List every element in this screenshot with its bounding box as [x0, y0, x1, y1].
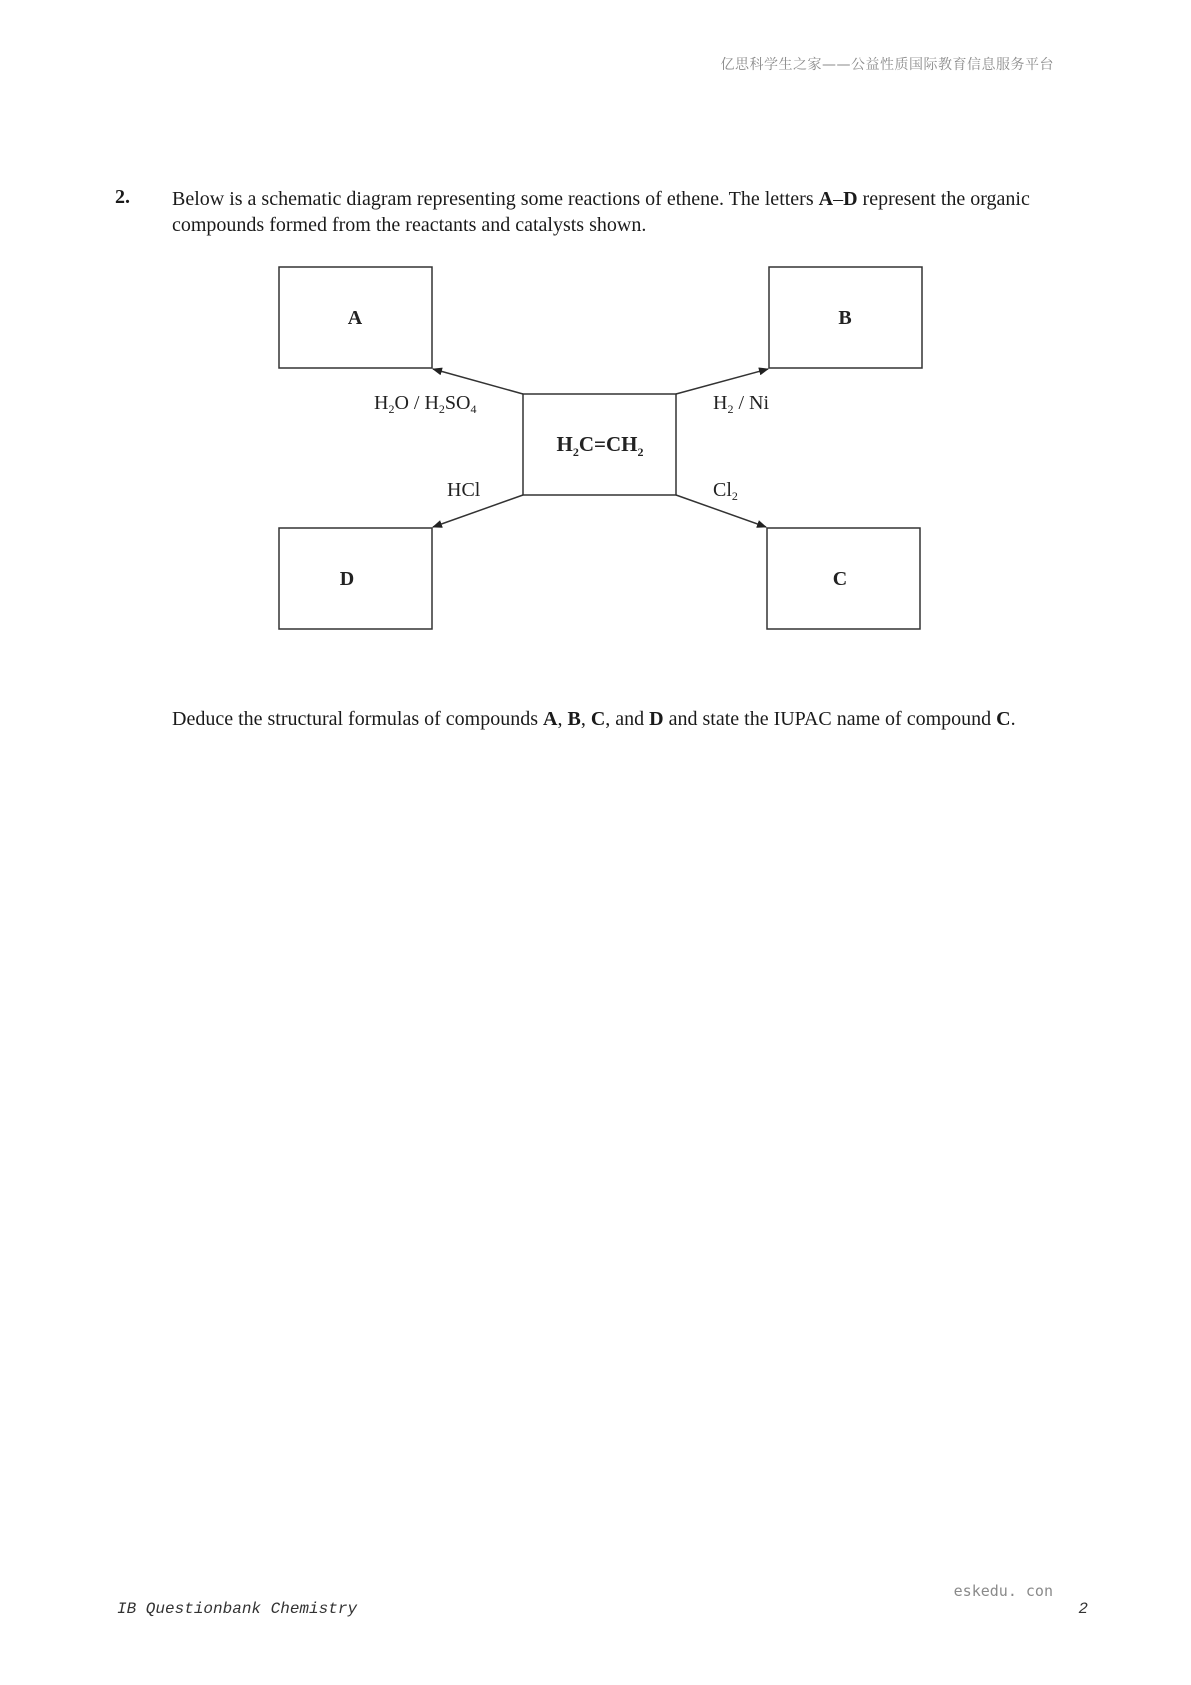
prompt-letter-c: C [590, 708, 606, 730]
box-d [279, 528, 432, 629]
ethene-mid: C=CH [578, 432, 638, 456]
ethene-sub: 2 [637, 445, 644, 459]
reagent-b-part: H [713, 392, 728, 414]
box-d-label: D [339, 568, 355, 590]
letter-d: D [843, 188, 858, 210]
reagent-a-sub: 2 [388, 402, 395, 416]
dash: – [833, 188, 844, 210]
question-prompt [172, 706, 1032, 732]
page-number: 2 [1078, 1600, 1088, 1618]
reagent-a-part: SO [444, 392, 471, 414]
footer-site: eskedu. con [953, 1582, 1053, 1600]
reagent-a-part: O / H [394, 392, 439, 414]
reagent-b-part: / Ni [733, 392, 770, 414]
box-a-label: A [347, 307, 363, 329]
ethene-formula [557, 432, 644, 459]
question-number: 2. [115, 186, 130, 208]
reagent-a-part: H [374, 392, 389, 414]
box-c-label: C [832, 568, 848, 590]
footer-title: IB Questionbank Chemistry [117, 1600, 358, 1618]
reagent-to-b [713, 392, 769, 416]
header-banner: 亿思科学生之家——公益性质国际教育信息服务平台 [720, 57, 1054, 73]
reagent-to-d: HCl [447, 479, 481, 501]
prompt-letter-c: C [996, 708, 1011, 730]
question-text-part: Below is a schematic diagram representing some reactions of ethene. The letters [172, 188, 819, 210]
prompt-sep: , and [605, 708, 650, 730]
reagent-c-part: Cl [713, 479, 732, 501]
reagent-a-sub: 2 [438, 402, 445, 416]
arrow-to-b [676, 369, 768, 394]
ethene-h: H [556, 432, 573, 456]
prompt-sep: , [580, 708, 591, 730]
box-b-label: B [838, 307, 852, 329]
reagent-b-sub: 2 [727, 402, 734, 416]
ethene-sub: 2 [572, 445, 579, 459]
prompt-part: and state the IUPAC name of compound [663, 708, 997, 730]
prompt-letter-d: D [649, 708, 664, 730]
prompt-letter-a: A [543, 708, 558, 730]
prompt-part: Deduce the structural formulas of compounds [172, 708, 544, 730]
reagent-to-a [374, 392, 476, 416]
reagent-a-sub: 4 [470, 402, 477, 416]
prompt-sep: , [557, 708, 568, 730]
question-text-part: represent the organic compounds formed from the reactants and catalysts shown. [172, 188, 1030, 236]
reaction-diagram [270, 262, 930, 632]
arrow-to-a [433, 369, 523, 394]
prompt-end: . [1010, 708, 1016, 730]
letter-a: A [818, 188, 834, 210]
reagent-to-c [713, 479, 738, 503]
prompt-letter-b: B [567, 708, 581, 730]
reagent-c-sub: 2 [731, 489, 738, 503]
question-text [172, 186, 1032, 238]
